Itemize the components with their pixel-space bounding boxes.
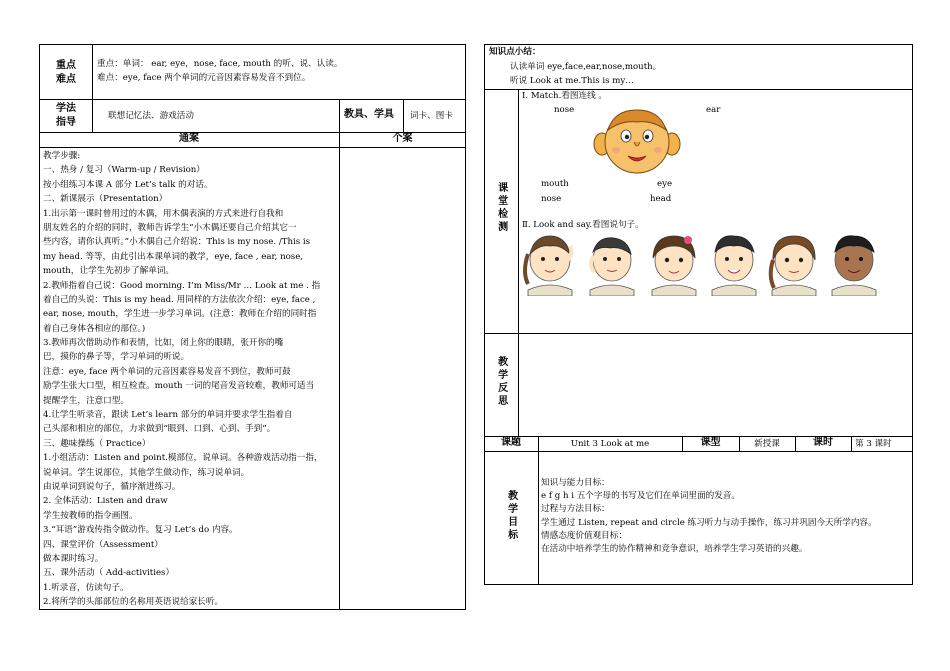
step-line: 1.出示第一课时曾用过的木偶，用木偶表演的方式来进行自我和 (43, 208, 284, 219)
goal-line: 情感态度价值观目标： (541, 530, 627, 541)
teaching-goals (541, 477, 911, 556)
step-line: ear, nose, mouth，学生进一步学习单词。(注意：教师在介绍的同时指 (43, 309, 317, 320)
step-line: 说单词。学生说部位，其他学生做动作，练习说单词。 (43, 467, 250, 478)
focus-line-2: 难点：eye, face 两个单词的元音因素容易发音不到位。 (97, 73, 311, 83)
period-label: 课时 (813, 437, 833, 448)
type-label: 课型 (700, 437, 721, 448)
step-line: 二、新课展示（Presentation） (43, 194, 168, 205)
step-line: 3.教师再次借助动作和表情，比如，闭上你的眼睛，张开你的嘴 (43, 338, 284, 349)
word-nose-top: nose (554, 105, 575, 115)
child-3-illustration (652, 236, 696, 296)
header-common: 通案 (179, 133, 199, 144)
child-5-illustration (771, 236, 816, 296)
step-line: 己头部和相应的部位，力求做到“眼到、口到、心到、手到”。 (43, 424, 276, 435)
teaching-steps (43, 149, 337, 610)
child-4-illustration (712, 236, 756, 296)
step-line: 一、热身 / 复习（Warm-up / Revision） (43, 165, 205, 176)
step-line: 由说单词到说句子，循序渐进练习。 (43, 481, 181, 492)
step-line: 巴，摸你的鼻子等，学习单词的听说。 (43, 352, 190, 363)
step-line: 1.听录音，仿读句子。 (43, 582, 129, 593)
step-line: 四、课堂评价（Assessment） (43, 539, 163, 550)
word-eye: eye (657, 179, 673, 189)
children-illustrations (520, 232, 885, 296)
step-line: 做本课时练习。 (43, 553, 104, 564)
step-line: 学生按教师的指令画图。 (43, 510, 138, 521)
word-nose-bottom: nose (541, 194, 562, 204)
look-say-title: Ⅱ. Look and say.看图说句子。 (522, 220, 644, 230)
step-line: 按小组练习本课 A 部分 Let’s talk 的对话。 (43, 179, 213, 190)
summary-line-2: 听说 Look at me.This is my… (510, 76, 634, 86)
step-line: 1.小组活动：Listen and point.模部位，说单词。各种游戏活动指一指， (43, 453, 323, 464)
topic-value: Unit 3 Look at me (570, 439, 650, 449)
type-value: 新授课 (754, 439, 780, 449)
step-line: 2.教师指着自己说：Good morning. I’m Miss/Mr … Look at me . 指 (43, 280, 321, 291)
focus-line-1: 重点：单词： ear, eye，nose, face, mouth 的听、说、认读。 (97, 59, 343, 69)
child-1-illustration (525, 236, 572, 296)
step-line: my head. 等等，由此引出本课单词的教学，eye, face , ear, nose, (43, 251, 304, 262)
reflection-label: 教学反思 (495, 356, 507, 408)
goal-line: 过程与方法目标： (541, 504, 610, 515)
summary-title: 知识点小结： (489, 47, 541, 57)
step-line: 提醒学生，注意口型。 (43, 395, 129, 406)
period-value: 第 3 课时 (855, 439, 892, 449)
step-line: 2.将所学的头部部位的名称用英语说给家长听。 (43, 597, 224, 608)
step-line: 2. 全体活动：Listen and draw (43, 496, 168, 507)
check-label: 课堂检测 (495, 182, 507, 234)
match-title: Ⅰ. Match.看图连线 。 (522, 91, 608, 101)
topic-label: 课题 (501, 437, 521, 448)
word-ear: ear (706, 105, 721, 115)
goals-label: 教学目标 (505, 490, 517, 542)
cartoon-face-illustration (592, 104, 682, 176)
word-mouth: mouth (541, 179, 569, 189)
step-line: 3.“耳语”游戏传指令做动作。复习 Let’s do 内容。 (43, 525, 238, 536)
step-line: 4.让学生听录音，跟读 Let’s learn 部分的单词并要求学生指着自 (43, 410, 293, 421)
goal-line: 在活动中培养学生的协作精神和竞争意识，培养学生学习英语的兴趣。 (541, 543, 808, 554)
step-line: 些内容，请你认真听。”小木偶自己介绍说：This is my nose. /This is (43, 237, 311, 248)
goal-line: e f g h i 五个字母的书写及它们在单词里面的发音。 (541, 491, 740, 502)
method-value: 联想记忆法、游戏活动 (108, 111, 194, 121)
step-line: 三、趣味操练（ Practice） (43, 438, 151, 449)
step-line: 着自己的头说：This is my head. 用同样的方法依次介绍：eye, face , (43, 294, 316, 305)
step-line: 注意：eye, face 两个单词的元音因素容易发音不到位，教师可鼓 (43, 366, 291, 377)
word-head: head (650, 194, 672, 204)
step-line: 着自己身体各相应的部位。) (43, 323, 146, 334)
tools-label: 教具、学具 (344, 109, 394, 120)
tools-value: 词卡、图卡 (410, 111, 453, 121)
step-line: 教学步骤: (43, 151, 81, 161)
header-individual: 个案 (392, 133, 413, 144)
goal-line: 知识与能力目标： (541, 478, 610, 488)
goal-line: 学生通过 Listen, repeat and circle 练习听力与动手操作，练习并巩固今天所学内容。 (541, 517, 877, 528)
step-line: mouth，让学生先初步了解单词。 (43, 266, 174, 277)
method-label: 学法 指导 (56, 103, 76, 128)
focus-label: 重点 难点 (56, 60, 76, 85)
child-2-illustration (590, 238, 634, 296)
summary-line-1: 认读单词 eye,face,ear,nose,mouth。 (510, 62, 662, 72)
step-line: 五、课外活动（ Add-activities） (43, 568, 175, 579)
child-6-illustration (832, 236, 876, 296)
step-line: 朋友姓名的介绍的同时，教师告诉学生“小木偶还要自己介绍其它一 (43, 222, 297, 233)
step-line: 励学生张大口型，相互检查。mouth 一词的尾音发音较难，教师可适当 (43, 381, 315, 392)
